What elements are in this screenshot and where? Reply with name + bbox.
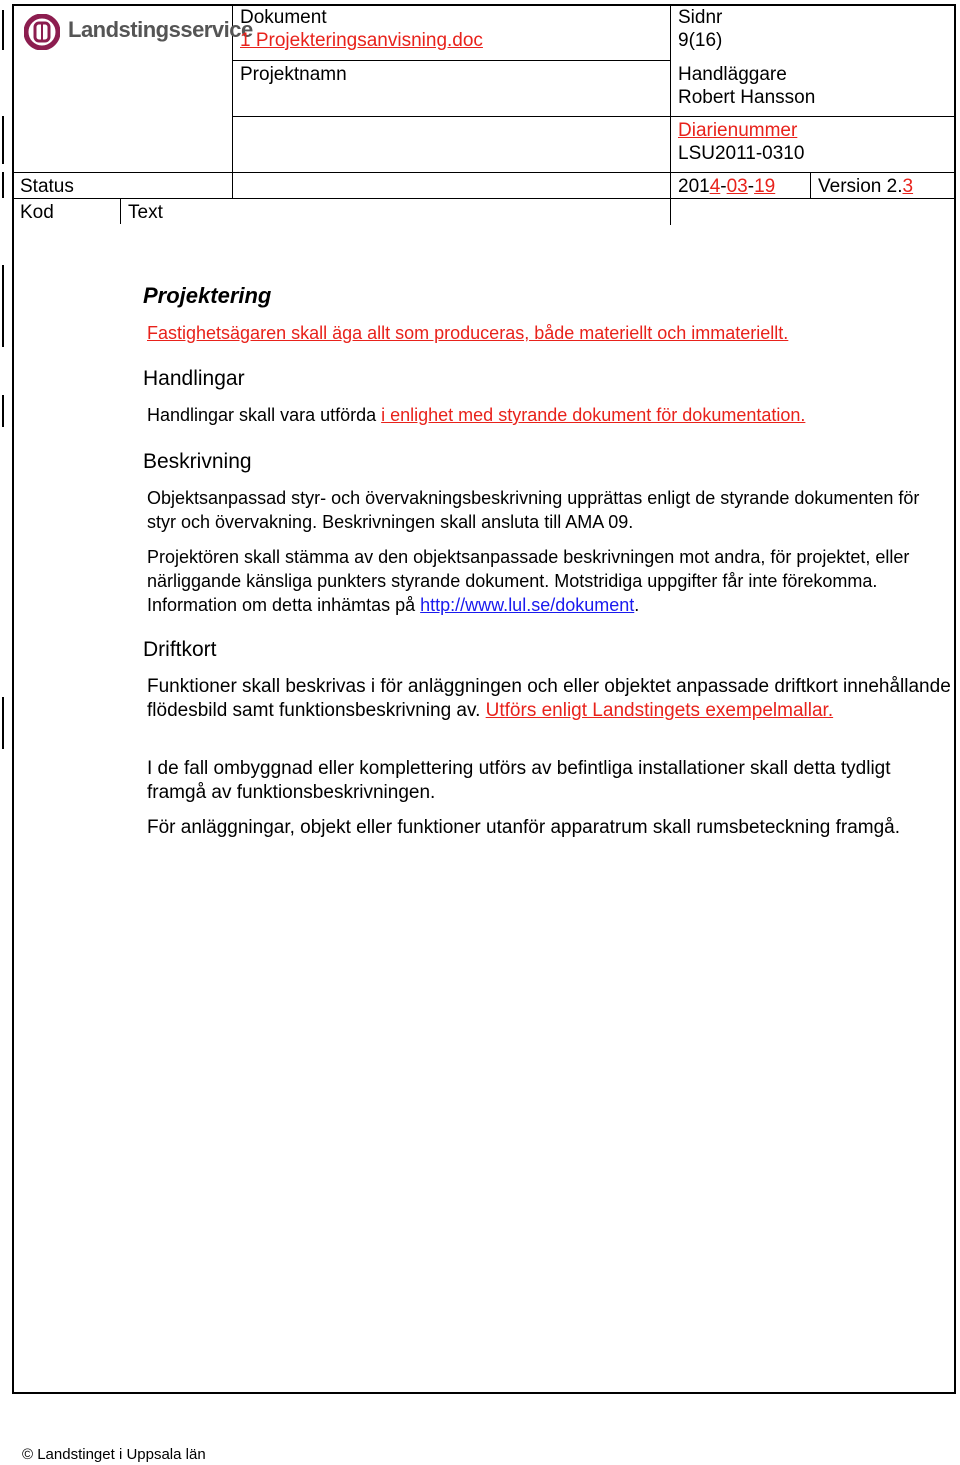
dokument-value[interactable]: 1 Projekteringsanvisning.doc [240,30,483,51]
change-bar [2,395,4,427]
header-divider [120,198,121,224]
status-label: Status [20,176,74,197]
beskrivning-heading: Beskrivning [143,450,252,473]
change-bar [2,172,4,198]
header-divider [810,172,811,198]
dokument-link[interactable]: http://www.lul.se/dokument [420,595,635,615]
document-version: Version 2.3 [818,176,914,197]
logo-text: Landstingsservice [68,17,253,42]
header-divider [12,172,956,173]
dokument-label: Dokument [240,7,327,28]
kod-label: Kod [20,202,54,223]
header-divider [12,198,956,199]
text-label: Text [128,202,163,223]
sidnr-value: 9(16) [678,30,723,51]
logo [24,12,253,52]
driftkort-paragraph: Funktioner skall beskrivas i för anläggningen och eller objektet anpassade driftkort innehållande flödesbild samt funktionsbeskrivning av. Utförs enligt Landstingets exempelmallar. [147,676,951,721]
change-bar [2,697,4,749]
header-divider [232,116,956,117]
diarienummer-label: Diarienummer [678,120,798,141]
change-bar [2,116,4,164]
section-title: Projektering [143,283,272,308]
driftkort-paragraph: I de fall ombyggnad eller komplettering utförs av befintliga installationer skall detta tydligt framgå av funktionsbeskrivningen. [147,758,891,803]
header-divider [670,4,671,225]
projektnamn-label: Projektnamn [240,64,347,85]
handlaggare-value: Robert Hansson [678,87,816,108]
driftkort-heading: Driftkort [143,638,217,661]
header-divider [232,60,670,61]
change-bar [2,10,4,50]
handlaggare-label: Handläggare [678,64,787,85]
handlingar-heading: Handlingar [143,367,245,390]
handlingar-text: Handlingar skall vara utförda i enlighet med styrande dokument för dokumentation. [147,405,806,425]
logo-icon [24,14,60,50]
title-note: Fastighetsägaren skall äga allt som produceras, både materiellt och immateriellt. [147,323,789,343]
driftkort-paragraph: För anläggningar, objekt eller funktioner utanför apparatrum skall rumsbeteckning framgå. [147,817,901,838]
beskrivning-paragraph: Projektören skall stämma av den objektsanpassade beskrivningen mot andra, för projektet, eller närliggande känsliga punkters styrande dokument. Motstridiga uppgifter får inte förekomma. Information om detta inhämtas på http://www.lul.se/dokument. [147,547,910,615]
footer-copyright: © Landstinget i Uppsala län [22,1446,206,1463]
sidnr-label: Sidnr [678,7,723,28]
diarienummer-value: LSU2011-0310 [678,143,805,164]
beskrivning-paragraph: Objektsanpassad styr- och övervakningsbeskrivning upprättas enligt de styrande dokumenten för styr och övervakning. Beskrivningen skall ansluta till AMA 09. [147,488,920,532]
change-bar [2,265,4,347]
document-date: 2014-03-19 [678,176,776,197]
